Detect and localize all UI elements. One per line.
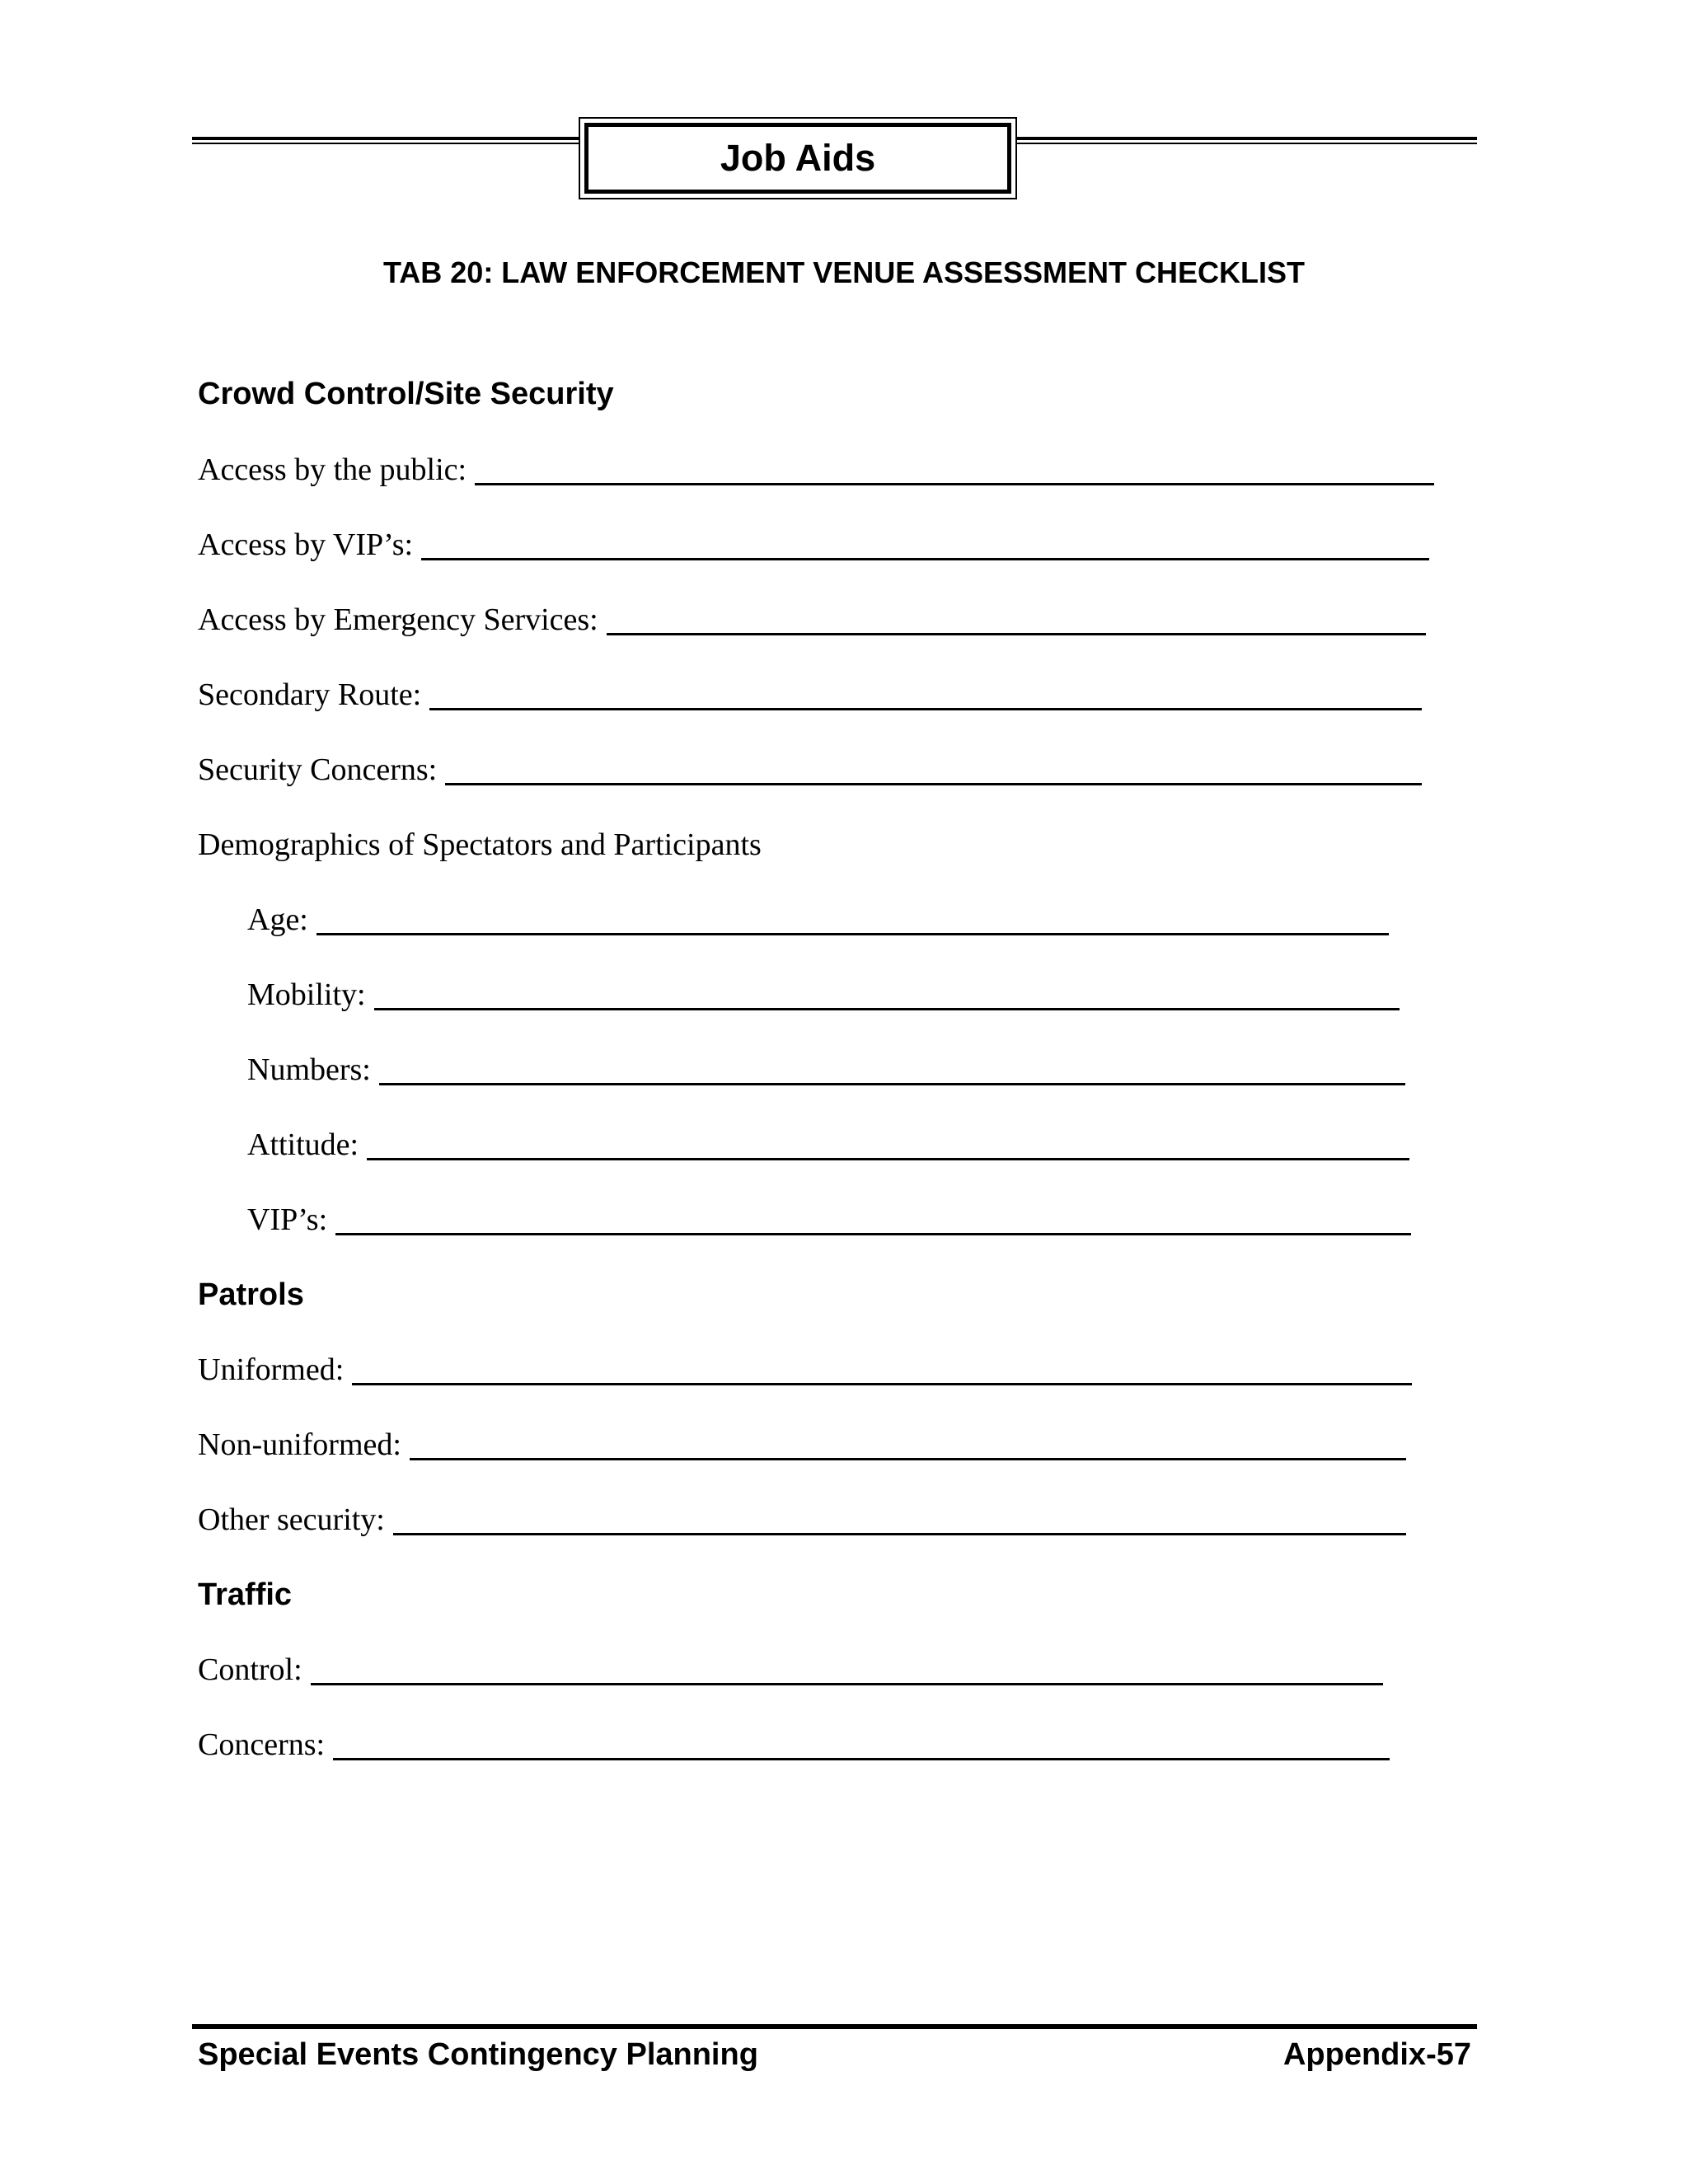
footer-page-number: Appendix-57 — [1282, 2037, 1471, 2072]
field-label: Other security: — [198, 1502, 385, 1537]
field-label: Mobility: — [247, 977, 366, 1012]
field-blank-line[interactable] — [421, 558, 1429, 560]
field-age[interactable] — [247, 899, 1389, 940]
field-blank-line[interactable] — [379, 1083, 1405, 1085]
field-blank-line[interactable] — [311, 1683, 1383, 1685]
section-heading-traffic: Traffic — [198, 1577, 293, 1612]
field-label: Age: — [247, 902, 308, 937]
demographics-label: Demographics of Spectators and Participants — [198, 827, 762, 862]
field-concerns[interactable] — [198, 1724, 1390, 1765]
field-blank-line[interactable] — [393, 1533, 1406, 1535]
field-vips[interactable] — [247, 1199, 1411, 1240]
field-blank-line[interactable] — [352, 1383, 1412, 1385]
field-numbers[interactable] — [247, 1049, 1405, 1090]
field-blank-line[interactable] — [445, 783, 1422, 785]
header-banner — [579, 117, 1017, 199]
header-rule-right — [1015, 137, 1477, 144]
field-access-vips[interactable] — [198, 524, 1429, 565]
field-label: Attitude: — [247, 1127, 359, 1162]
field-label: Secondary Route: — [198, 677, 422, 712]
field-label: Uniformed: — [198, 1352, 345, 1387]
field-blank-line[interactable] — [374, 1008, 1400, 1010]
field-secondary-route[interactable] — [198, 674, 1422, 715]
section-heading-patrols: Patrols — [198, 1277, 304, 1312]
footer-document-title: Special Events Contingency Planning — [198, 2037, 758, 2072]
header-rule-left — [192, 137, 579, 144]
field-label: Access by the public: — [198, 452, 467, 487]
field-label: Access by VIP’s: — [198, 527, 414, 562]
field-blank-line[interactable] — [335, 1233, 1411, 1235]
field-blank-line[interactable] — [475, 483, 1434, 485]
section-heading-crowd-control: Crowd Control/Site Security — [198, 377, 614, 411]
field-label: Access by Emergency Services: — [198, 602, 598, 637]
field-other-security[interactable] — [198, 1499, 1406, 1540]
page-title: TAB 20: LAW ENFORCEMENT VENUE ASSESSMENT CHECKLIST — [382, 255, 1306, 289]
field-blank-line[interactable] — [333, 1758, 1390, 1760]
field-security-concerns[interactable] — [198, 749, 1422, 790]
field-blank-line[interactable] — [429, 708, 1422, 710]
field-blank-line[interactable] — [410, 1458, 1406, 1460]
field-non-uniformed[interactable] — [198, 1424, 1406, 1465]
field-blank-line[interactable] — [367, 1158, 1409, 1160]
field-uniformed[interactable] — [198, 1349, 1412, 1390]
field-blank-line[interactable] — [607, 633, 1426, 635]
header-banner-label: Job Aids — [584, 123, 1011, 194]
field-blank-line[interactable] — [316, 933, 1389, 935]
field-label: Control: — [198, 1652, 302, 1687]
field-label: Concerns: — [198, 1727, 326, 1762]
field-access-emergency-services[interactable] — [198, 599, 1426, 640]
field-mobility[interactable] — [247, 974, 1400, 1015]
field-access-public[interactable] — [198, 449, 1434, 490]
field-attitude[interactable] — [247, 1124, 1409, 1165]
field-label: VIP’s: — [247, 1202, 328, 1237]
footer-rule — [192, 2024, 1477, 2029]
field-control[interactable] — [198, 1649, 1383, 1690]
field-label: Numbers: — [247, 1052, 371, 1087]
field-label: Non-uniformed: — [198, 1427, 401, 1462]
field-label: Security Concerns: — [198, 752, 438, 787]
